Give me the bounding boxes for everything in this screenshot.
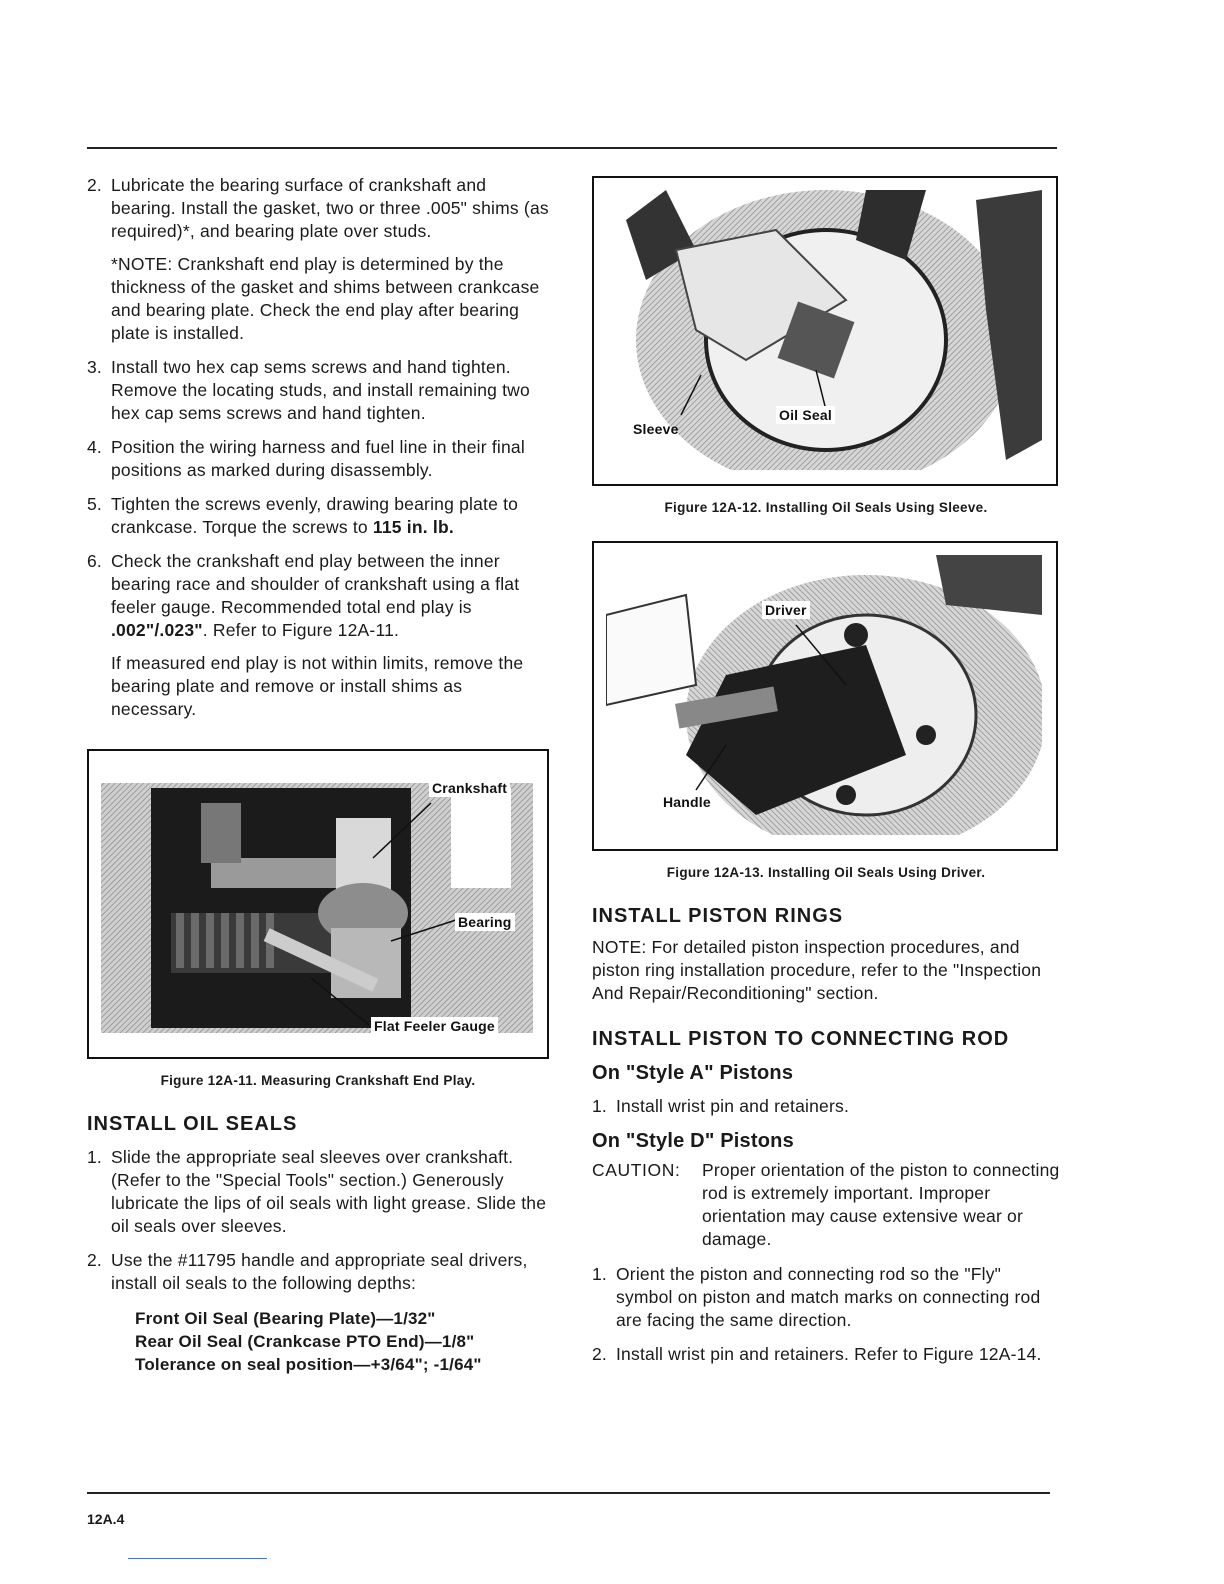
style-a-step-1: 1. Install wrist pin and retainers. <box>592 1096 850 1116</box>
step-3: 3. Install two hex cap sems screws and hand tighten. Remove the locating studs, and install remaining two hex cap sems screws and hand tighten. <box>87 356 549 425</box>
end-play-value: .002"/.023" <box>111 620 203 640</box>
crankshaft-photo <box>101 763 533 1041</box>
oil-seal-step-1: 1. Slide the appropriate seal sleeves over crankshaft. (Refer to the "Special Tools" section.) Generously lubricate the lips of oil seals with light grease. Slide the oil seals over sleeves. <box>87 1147 547 1236</box>
oil-seal-label: Oil Seal <box>776 406 835 424</box>
crankshaft-steps <box>87 174 549 721</box>
seal-tolerance: Tolerance on seal position—+3/64"; -1/64" <box>135 1355 482 1374</box>
oil-seal-steps <box>87 1146 549 1376</box>
crankshaft-label: Crankshaft <box>429 779 510 797</box>
step-6-text: Check the crankshaft end play between the inner bearing race and shoulder of crankshaft using a flat feeler gauge. Recommended total end play is .002"/.023". Refer to Figure 12A-11. <box>111 551 520 640</box>
page-number: 12A.4 <box>87 1511 125 1527</box>
step-5: 5. Tighten the screws evenly, drawing bearing plate to crankcase. Torque the screws to 115 in. lb. <box>87 493 549 539</box>
header-rule <box>87 147 1057 149</box>
style-d-step-2: 2. Install wrist pin and retainers. Refer to Figure 12A-14. <box>592 1344 1042 1364</box>
figure-12a-12 <box>592 176 1058 486</box>
step-3-text: Install two hex cap sems screws and hand tighten. Remove the locating studs, and install remaining two hex cap sems screws and hand tighten. <box>111 357 530 423</box>
step-2-text: Lubricate the bearing surface of crankshaft and bearing. Install the gasket, two or three .005" shims (as required)*, and bearing plate over studs. <box>111 175 549 241</box>
figure-12a-11-caption: Figure 12A-11. Measuring Crankshaft End Play. <box>160 1073 476 1088</box>
driver-label: Driver <box>762 601 810 619</box>
step-6: 6. Check the crankshaft end play between the inner bearing race and shoulder of crankshaft using a flat feeler gauge. Recommended total end play is .002"/.023". Refer to Figure 12A-11. If measured end play is not within limits, remove the bearing plate and remove or install shims as necessary. <box>87 550 549 721</box>
blue-line <box>128 1558 267 1559</box>
style-a-steps <box>592 1095 1060 1118</box>
sleeve-label: Sleeve <box>633 421 679 437</box>
caution-text: Proper orientation of the piston to connecting rod is extremely important. Improper orientation may cause extensive wear or damage. <box>702 1160 1060 1249</box>
figure-12a-13 <box>592 541 1058 851</box>
seal-depth-list <box>135 1307 549 1376</box>
footer-rule <box>87 1492 1050 1494</box>
caution-label: CAUTION: <box>592 1160 681 1180</box>
figure-12a-11 <box>87 749 549 1059</box>
step-4-text: Position the wiring harness and fuel line in their final positions as marked during disassembly. <box>111 437 525 480</box>
front-oil-seal-depth: Front Oil Seal (Bearing Plate)—1/32" <box>135 1309 436 1328</box>
oil-seal-step-2: 2. Use the #11795 handle and appropriate seal drivers, install oil seals to the following depths: Front Oil Seal (Bearing Plate)—1/32" Rear Oil Seal (Crankcase PTO End)—1/8" Tolerance on seal position—+3/64"; -1/64" <box>87 1249 549 1376</box>
bearing-label: Bearing <box>455 913 515 931</box>
handle-label: Handle <box>663 794 711 810</box>
rear-oil-seal-depth: Rear Oil Seal (Crankcase PTO End)—1/8" <box>135 1332 475 1351</box>
step-6-note: If measured end play is not within limits, remove the bearing plate and remove or install shims as necessary. <box>111 653 524 719</box>
install-piston-to-rod-heading: INSTALL PISTON TO CONNECTING ROD <box>592 1028 1010 1050</box>
style-d-steps <box>592 1263 1060 1366</box>
flat-feeler-gauge-label: Flat Feeler Gauge <box>371 1017 498 1035</box>
install-piston-rings-heading: INSTALL PISTON RINGS <box>592 905 844 927</box>
torque-value: 115 in. lb. <box>372 517 454 537</box>
step-2-note: *NOTE: Crankshaft end play is determined by the thickness of the gasket and shims between crankcase and bearing plate. Check the end play after bearing plate is installed. <box>111 254 540 343</box>
step-5-text: Tighten the screws evenly, drawing bearing plate to crankcase. Torque the screws to 115 in. lb. <box>111 494 519 537</box>
style-d-heading: On "Style D" Pistons <box>592 1130 794 1152</box>
piston-rings-note: NOTE: For detailed piston inspection procedures, and piston ring installation procedure, refer to the "Inspection And Repair/Reconditioning" section. <box>592 937 1042 1003</box>
caution-block <box>592 1159 1060 1251</box>
right-column <box>592 176 1060 1377</box>
left-column <box>87 174 549 1387</box>
figure-12a-13-caption: Figure 12A-13. Installing Oil Seals Using Driver. <box>666 865 986 880</box>
install-oil-seals-heading: INSTALL OIL SEALS <box>87 1113 298 1135</box>
step-4: 4. Position the wiring harness and fuel line in their final positions as marked during disassembly. <box>87 436 549 482</box>
style-a-heading: On "Style A" Pistons <box>592 1062 794 1084</box>
figure-12a-12-caption: Figure 12A-12. Installing Oil Seals Using Sleeve. <box>664 500 988 515</box>
step-2: 2. Lubricate the bearing surface of crankshaft and bearing. Install the gasket, two or three .005" shims (as required)*, and bearing plate over studs. *NOTE: Crankshaft end play is determined by the thickness of the gasket and shims between crankcase and bearing plate. Check the end play after bearing plate is installed. <box>87 175 549 343</box>
style-d-step-1: 1. Orient the piston and connecting rod so the "Fly" symbol on piston and match marks on connecting rod are facing the same direction. <box>592 1264 1041 1330</box>
crankshaft-illustration <box>101 763 533 1041</box>
